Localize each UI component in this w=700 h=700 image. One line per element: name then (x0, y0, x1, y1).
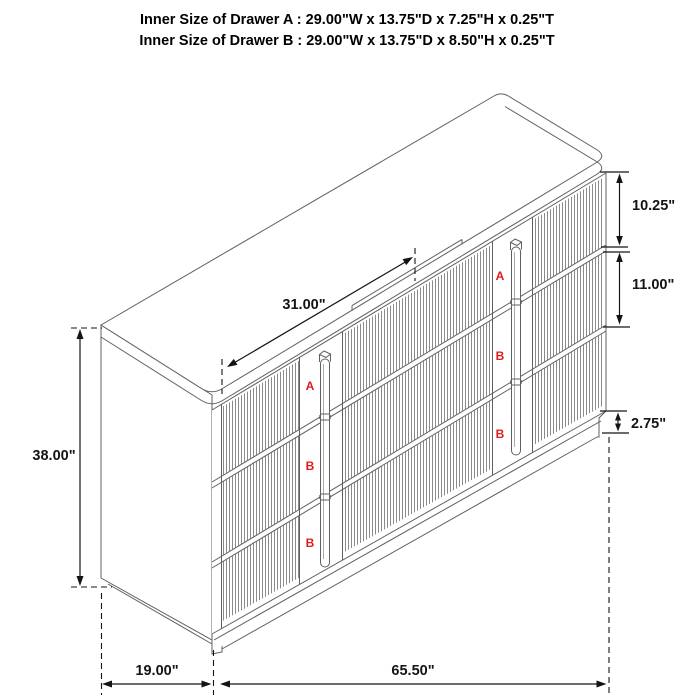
arrowhead-up-icon (616, 253, 623, 263)
drawer-label-right-b1: B (495, 349, 505, 363)
arrowhead-up-icon (77, 329, 84, 339)
drawer-label-left-a: A (305, 379, 315, 393)
dim-label-overall-width: 65.50" (391, 663, 435, 679)
drawer-label-right-a: A (495, 269, 505, 283)
dim-label-base-height: 2.75" (631, 416, 667, 432)
drawer-label-left-b2: B (305, 536, 315, 550)
arrowhead-right-icon (597, 681, 607, 688)
dim-label-top-width: 31.00" (282, 297, 326, 313)
handle-right (511, 239, 522, 455)
arrowhead-down-icon (77, 576, 84, 586)
arrowhead-up-icon (616, 174, 623, 184)
arrowhead-down-icon (616, 315, 623, 325)
dim-base-height (600, 411, 666, 433)
dim-label-side-depth: 19.00" (135, 663, 179, 679)
handle-left (320, 351, 331, 567)
arrowhead-down-icon (616, 236, 623, 246)
title-line-drawer-a: Inner Size of Drawer A : 29.00"W x 13.75"D x 7.25"H x 0.25"T (139, 12, 555, 28)
arrowhead-left-icon (102, 681, 112, 688)
arrowhead-right-icon (202, 681, 212, 688)
arrowhead-down-icon (615, 424, 621, 432)
dim-drawer-b-height (603, 252, 674, 327)
drawer-label-left-b1: B (305, 459, 315, 473)
dim-overall-height (32, 328, 112, 587)
diagram-title (139, 12, 554, 49)
dim-label-drawer-b-height: 11.00" (632, 277, 675, 293)
dim-label-overall-height: 38.00" (32, 448, 76, 464)
arrowhead-up-icon (615, 413, 621, 421)
dim-label-drawer-a-height: 10.25" (632, 198, 676, 214)
cabinet-drawing (101, 94, 606, 654)
arrowhead-left-icon (220, 681, 230, 688)
drawer-label-right-b2: B (495, 427, 505, 441)
title-line-drawer-b: Inner Size of Drawer B : 29.00"W x 13.75"D x 8.50"H x 0.25"T (139, 33, 555, 49)
dim-drawer-a-height (600, 172, 675, 247)
